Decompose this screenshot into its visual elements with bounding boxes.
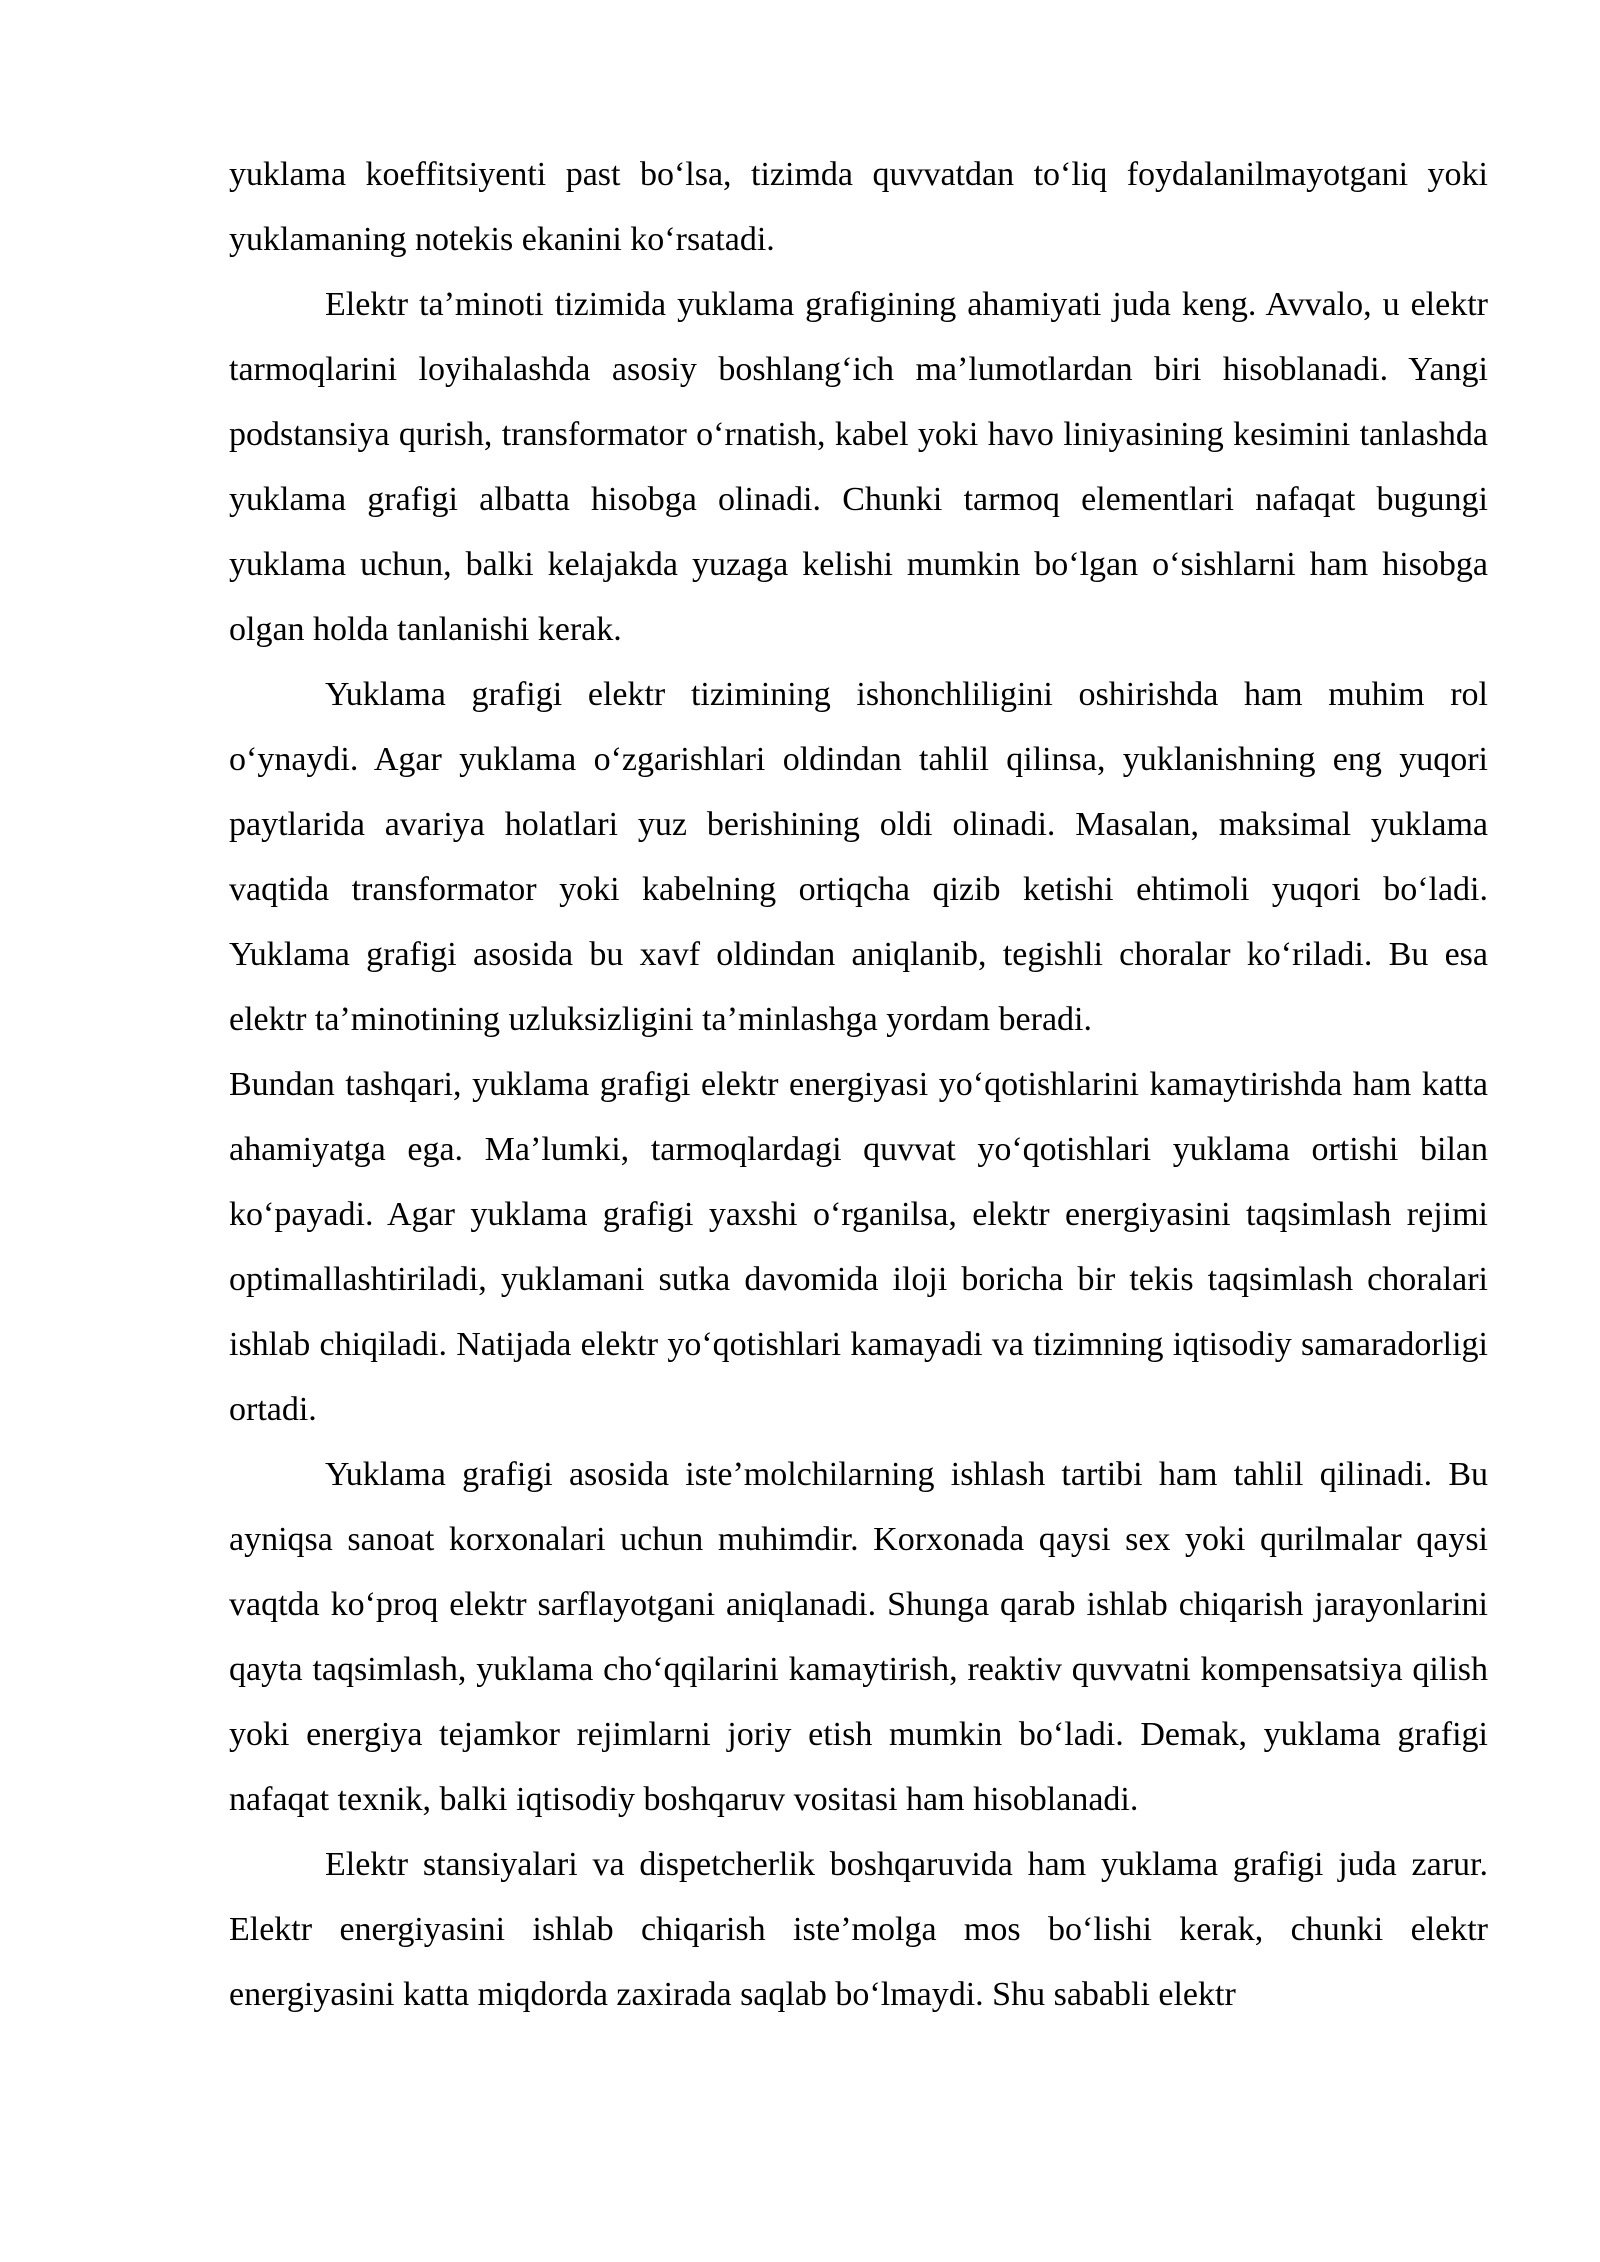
paragraph-load-factor-end: yuklama koeffitsiyenti past boʻlsa, tizimda quvvatdan toʻliq foydalanilmayotgani yoki yuklamaning notekis ekanini koʻrsatadi. (229, 156, 1488, 258)
paragraph-consumer-analysis: Yuklama grafigi asosida isteʼmolchilarning ishlash tartibi ham tahlil qilinadi. Bu ayniqsa sanoat korxonalari uchun muhimdir. Korxonada qaysi sex yoki qurilmalar qaysi vaqtda koʻproq elektr sarflayotgani aniqlanadi. Shunga qarab ishlab chiqarish jarayonlarini qayta taqsimlash, yuklama choʻqqilarini kamaytirish, reaktiv quvvatni kompensatsiya qilish yoki energiya tejamkor rejimlarni joriy etish mumkin boʻladi. Demak, yuklama grafigi nafaqat texnik, balki iqtisodiy boshqaruv vositasi ham hisoblanadi. (229, 1456, 1488, 1818)
paragraph-reliability: Yuklama grafigi elektr tizimining ishonchliligini oshirishda ham muhim rol oʻynaydi. Agar yuklama oʻzgarishlari oldindan tahlil qilinsa, yuklanishning eng yuqori paytlarida avariya holatlari yuz berishining oldi olinadi. Masalan, maksimal yuklama vaqtida transformator yoki kabelning ortiqcha qizib ketishi ehtimoli yuqori boʻladi. Yuklama grafigi asosida bu xavf oldindan aniqlanib, tegishli choralar koʻriladi. Bu esa elektr taʼminotining uzluksizligini taʼminlashga yordam beradi. (229, 676, 1488, 1038)
paragraph-load-graph-importance: Elektr taʼminoti tizimida yuklama grafigining ahamiyati juda keng. Avvalo, u elektr tarmoqlarini loyihalashda asosiy boshlangʻich maʼlumotlardan biri hisoblanadi. Yangi podstansiya qurish, transformator oʻrnatish, kabel yoki havo liniyasining kesimini tanlashda yuklama grafigi albatta hisobga olinadi. Chunki tarmoq elementlari nafaqat bugungi yuklama uchun, balki kelajakda yuzaga kelishi mumkin boʻlgan oʻsishlarni ham hisobga olgan holda tanlanishi kerak. (229, 286, 1488, 648)
document-body (229, 142, 1488, 2027)
paragraph-dispatch-control: Elektr stansiyalari va dispetcherlik boshqaruvida ham yuklama grafigi juda zarur. Elektr energiyasini ishlab chiqarish isteʼmolga mos boʻlishi kerak, chunki elektr energiyasini katta miqdorda zaxirada saqlab boʻlmaydi. Shu sababli elektr (229, 1846, 1488, 2013)
paragraph-energy-losses: Bundan tashqari, yuklama grafigi elektr energiyasi yoʻqotishlarini kamaytirishda ham katta ahamiyatga ega. Maʼlumki, tarmoqlardagi quvvat yoʻqotishlari yuklama ortishi bilan koʻpayadi. Agar yuklama grafigi yaxshi oʻrganilsa, elektr energiyasini taqsimlash rejimi optimallashtiriladi, yuklamani sutka davomida iloji boricha bir tekis taqsimlash choralari ishlab chiqiladi. Natijada elektr yoʻqotishlari kamayadi va tizimning iqtisodiy samaradorligi ortadi. (229, 1066, 1488, 1428)
